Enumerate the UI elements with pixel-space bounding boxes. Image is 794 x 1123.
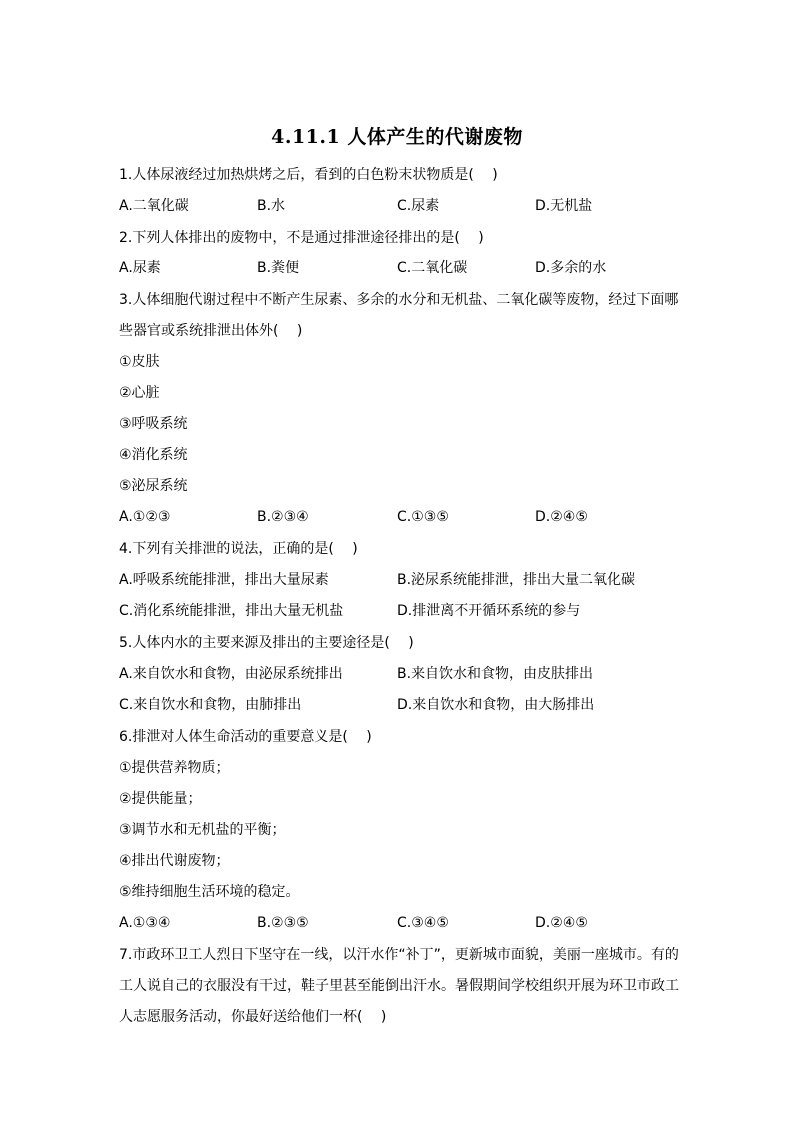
question-6-item-4: ④排出代谢废物； [119, 853, 230, 869]
question-6-item-1: ①提供营养物质； [119, 760, 230, 776]
question-4-option-c: C.消化系统能排泄，排出大量无机盐 [119, 603, 344, 619]
question-2-option-c: C.二氧化碳 [397, 260, 468, 276]
question-3-option-d: D.②④⑤ [535, 509, 588, 525]
question-1-option-d: D.无机盐 [535, 198, 593, 214]
question-6-item-3: ③调节水和无机盐的平衡； [119, 822, 286, 838]
question-5-stem: 5.人体内水的主要来源及排出的主要途径是( ) [119, 635, 414, 651]
question-5-option-a: A.来自饮水和食物，由泌尿系统排出 [119, 666, 343, 682]
question-4-option-d: D.排泄离不开循环系统的参与 [397, 603, 581, 619]
question-6-item-5: ⑤维持细胞生活环境的稳定。 [119, 884, 300, 900]
question-1-option-a: A.二氧化碳 [119, 198, 189, 214]
question-3-item-1: ①皮肤 [119, 354, 160, 370]
question-6-option-c: C.③④⑤ [397, 915, 449, 931]
question-2-option-a: A.尿素 [119, 260, 161, 276]
question-3-item-2: ②心脏 [119, 385, 160, 401]
question-5-option-c: C.来自饮水和食物，由肺排出 [119, 697, 302, 713]
question-7-stem-line-2: 工人说自己的衣服没有干过，鞋子里甚至能倒出汗水。暑假期间学校组织开展为环卫市政工 [119, 978, 679, 994]
question-6-option-b: B.②③⑤ [257, 915, 309, 931]
question-1-option-c: C.尿素 [397, 198, 440, 214]
question-3-option-b: B.②③④ [257, 509, 309, 525]
question-6-stem: 6.排泄对人体生命活动的重要意义是( ) [119, 729, 372, 745]
question-3-option-c: C.①③⑤ [397, 509, 449, 525]
question-2-option-d: D.多余的水 [535, 260, 607, 276]
question-3-option-a: A.①②③ [119, 509, 171, 525]
question-5-option-d: D.来自饮水和食物，由大肠排出 [397, 697, 595, 713]
question-4-option-a: A.呼吸系统能排泄，排出大量尿素 [119, 572, 329, 588]
question-4-option-b: B.泌尿系统能排泄，排出大量二氧化碳 [397, 572, 636, 588]
question-6-option-d: D.②④⑤ [535, 915, 588, 931]
question-7-stem-line-3: 人志愿服务活动，你最好送给他们一杯( ) [119, 1009, 387, 1025]
question-1-stem: 1.人体尿液经过加热烘烤之后，看到的白色粉末状物质是( ) [119, 167, 498, 183]
question-3-stem-line-1: 3.人体细胞代谢过程中不断产生尿素、多余的水分和无机盐、二氧化碳等废物，经过下面哪 [119, 292, 679, 308]
question-3-item-4: ④消化系统 [119, 447, 188, 463]
question-4-stem: 4.下列有关排泄的说法，正确的是( ) [119, 541, 358, 557]
question-3-stem-line-2: 些器官或系统排泄出体外( ) [119, 323, 303, 339]
document-title: 4.11.1 人体产生的代谢废物 [271, 126, 523, 148]
question-1-option-b: B.水 [257, 198, 286, 214]
question-5-option-b: B.来自饮水和食物，由皮肤排出 [397, 666, 594, 682]
question-2-option-b: B.粪便 [257, 260, 300, 276]
question-3-item-5: ⑤泌尿系统 [119, 478, 188, 494]
question-2-stem: 2.下列人体排出的废物中，不是通过排泄途径排出的是( ) [119, 230, 484, 246]
question-3-item-3: ③呼吸系统 [119, 416, 188, 432]
question-6-option-a: A.①③④ [119, 915, 171, 931]
question-6-item-2: ②提供能量； [119, 791, 202, 807]
question-7-stem-line-1: 7.市政环卫工人烈日下坚守在一线，以汗水作“补丁”，更新城市面貌，美丽一座城市。有的 [119, 947, 679, 963]
